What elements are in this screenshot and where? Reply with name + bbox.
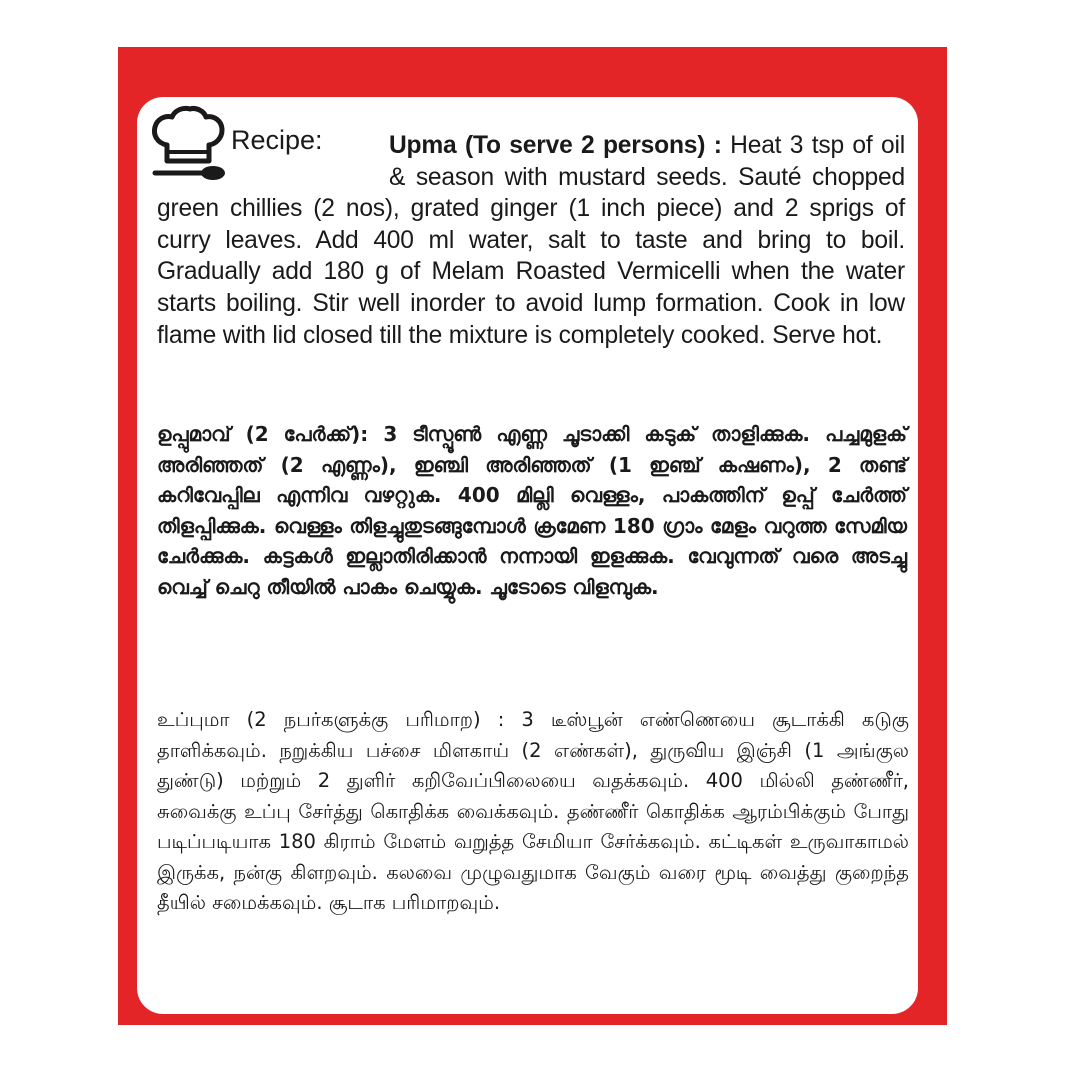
malayalam-recipe: ഉപ്പുമാവ് (2 പേർക്ക്): 3 ടീസ്പൂൺ എണ്ണ ചൂടാക്കി കടുക് താളിക്കുക. പച്ചമുളക് അരിഞ്ഞത് (2 എണ്ണം), ഇഞ്ചി അരിഞ്ഞത് (1 ഇഞ്ച് കഷണം), 2 തണ്ട് കറിവേപ്പില എന്നിവ വഴറ്റുക. 400 മില്ലി വെള്ളം, പാകത്തിന് ഉപ്പ് ചേർത്ത് തിളപ്പിക്കുക. വെള്ളം തിളച്ചുതുടങ്ങുമ്പോൾ ക്രമേണ 180 ഗ്രാം മേളം വറുത്ത സേമിയ ചേർക്കുക. കട്ടകൾ ഇല്ലാതിരിക്കാൻ നന്നായി ഇളക്കുക. വേവുന്നത് വരെ അടച്ചു വെച്ച് ചെറു തീയിൽ പാകം ചെയ്യുക. ചൂടോടെ വിളമ്പുക. bbox=[157, 422, 907, 599]
english-recipe bbox=[157, 130, 905, 351]
recipe-card bbox=[137, 97, 918, 1014]
recipe-label: Recipe: bbox=[231, 125, 323, 155]
header-spacer bbox=[157, 130, 389, 188]
tamil-recipe: உப்புமா (2 நபர்களுக்கு பரிமாற) : 3 டீஸ்பூன் எண்ணெயை சூடாக்கி கடுகு தாளிக்கவும். நறுக்கிய பச்சை மிளகாய் (2 எண்கள்), துருவிய இஞ்சி (1 அங்குல துண்டு) மற்றும் 2 துளிர் கறிவேப்பிலையை வதக்கவும். 400 மில்லி தண்ணீர், சுவைக்கு உப்பு சேர்த்து கொதிக்க வைக்கவும். தண்ணீர் கொதிக்க ஆரம்பிக்கும் போது படிப்படியாக 180 கிராம் மேளம் வறுத்த சேமியா சேர்க்கவும். கட்டிகள் உருவாகாமல் இருக்க, நன்கு கிளறவும். கலவை முழுவதுமாக வேகும் வரை மூடி வைத்து குறைந்த தீயில் சமைக்கவும். சூடாக பரிமாறவும். bbox=[157, 708, 909, 914]
english-body: Heat 3 tsp of oil & season with mustard seeds. Sauté chopped green chillies (2 nos), grated ginger (1 inch piece) and 2 sprigs of curry leaves. Add 400 ml water, salt to taste and bring to boil. Gradually add 180 g of Melam Roasted Vermicelli when the water starts boiling. Stir well inorder to avoid lump formation. Cook in low flame with lid closed till the mixture is completely cooked. Serve hot. bbox=[157, 132, 905, 349]
english-title: Upma (To serve 2 persons) : bbox=[389, 132, 722, 159]
